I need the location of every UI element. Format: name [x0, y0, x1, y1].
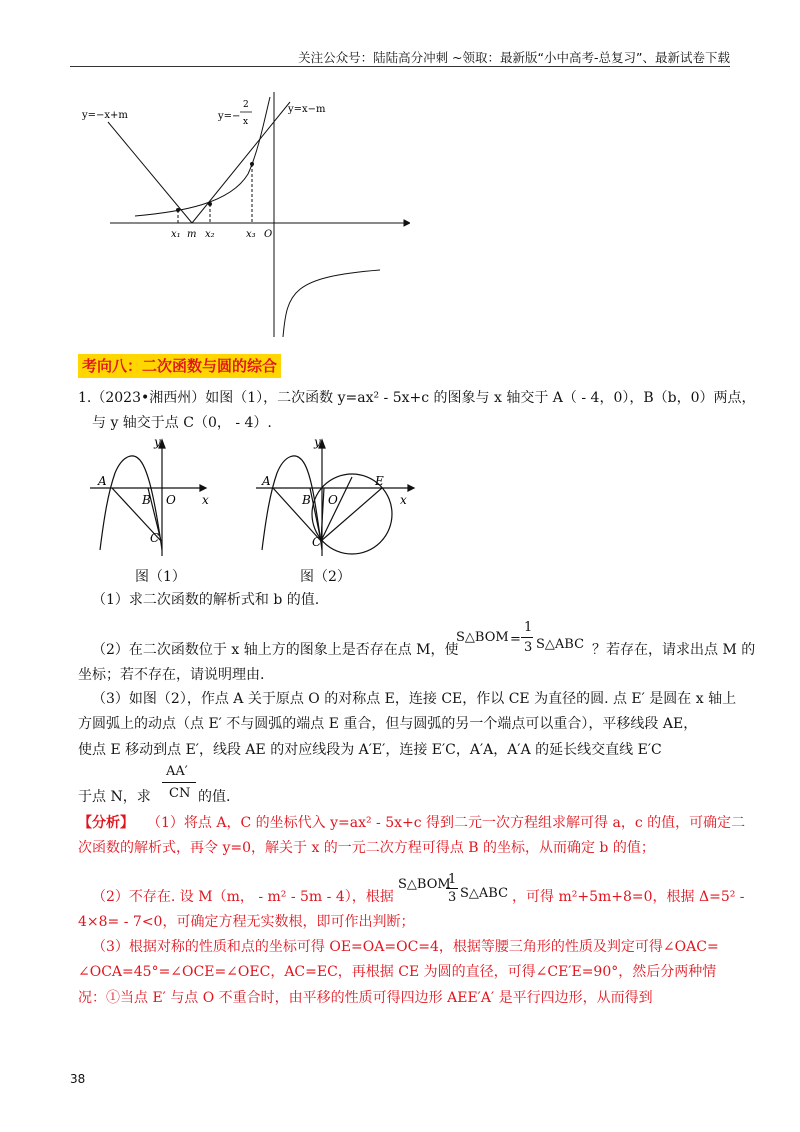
section-title: 考向八：二次函数与圆的综合 [78, 354, 281, 378]
q3-frac-num: AA′ [166, 764, 188, 779]
label-origin: O [264, 229, 273, 240]
analysis-line-6: ∠OCA=45°=∠OCE=∠OEC，AC=EC，再根据 CE 为圆的直径，可得∠CE′E=90°，然后分两种情 [78, 964, 717, 980]
problem-line-2: 与 y 轴交于点 C（0， - 4）. [92, 415, 272, 431]
question-3-line-4-suffix: 的值. [198, 789, 231, 805]
analysis-tag: 【分析】 [78, 815, 134, 831]
fig1-label-a: A [98, 474, 107, 488]
fig2-label-e: E [375, 474, 384, 488]
q2-formula-num: 1 [524, 620, 533, 635]
analysis-line-2: 次函数的解析式，再令 y=0，解关于 x 的一元二次方程可得点 B 的坐标，从而确定 b 的值； [78, 840, 655, 856]
fig1-label-x: x [202, 493, 209, 507]
fig2-label-c: C [312, 535, 322, 549]
fig1-label-b: B [142, 493, 151, 507]
fig1-label-c: C [150, 531, 160, 545]
question-1: （1）求二次函数的解析式和 b 的值. [92, 592, 320, 608]
fig1-label-y: y [154, 438, 161, 449]
q2-fraction-bar [521, 637, 533, 638]
q2-formula-den: 3 [524, 640, 533, 655]
analysis-formula-rhs: S△ABC [460, 886, 509, 901]
q2-formula-eq: = [510, 632, 521, 647]
analysis-line-4: 4×8= - 7<0，可确定方程无实数根，即可作出判断； [78, 914, 415, 930]
question-2-part-c: 坐标；若不存在，请说明理由. [78, 667, 265, 683]
analysis-line-7: 况：①当点 E′ 与点 O 不重合时，由平移的性质可得四边形 AEE′A′ 是平行四边形，从而得到 [78, 990, 653, 1006]
page-number: 38 [70, 1072, 86, 1086]
page-header: 关注公众号：陆陆高分冲刺 ~领取：最新版“小中高考-总复习”、最新试卷下载 [298, 50, 730, 65]
fig2-label-y: y [314, 438, 321, 449]
fig2-label-o: O [328, 493, 338, 507]
label-hyp-num: 2 [243, 100, 249, 110]
line-neg [108, 122, 192, 223]
analysis-formula-lhs: S△BOM [398, 877, 451, 892]
hyperbola-left [135, 97, 270, 216]
analysis-formula-num: 1 [448, 872, 457, 887]
fig2-label-x: x [400, 493, 407, 507]
question-3-line-4-prefix: 于点 N，求 [78, 789, 151, 805]
q2-formula-lhs: S△BOM [456, 630, 509, 645]
header-rule [70, 66, 730, 67]
label-m: m [187, 229, 197, 240]
label-hyp-den: x [243, 117, 249, 127]
question-2-part-b: ？若存在，请求出点 M 的 [592, 642, 756, 658]
analysis-line-5: （3）根据对称的性质和点的坐标可得 OE=OA=OC=4，根据等腰三角形的性质及判定可得∠OAC= [92, 939, 719, 955]
analysis-fraction-bar [446, 888, 458, 889]
analysis-formula-den: 3 [448, 890, 457, 905]
hyperbola-right [283, 270, 380, 337]
analysis-line-3-prefix: （2）不存在. 设 M（m， - m² - 5m - 4），根据 [92, 889, 394, 905]
figure-1-caption: 图（1） [135, 569, 186, 585]
q3-frac-den: CN [169, 786, 191, 801]
label-x2: x₂ [205, 229, 215, 240]
label-x3: x₃ [246, 229, 256, 240]
q2-formula-rhs: S△ABC [536, 637, 585, 652]
analysis-line-3-suffix: ，可得 m²+5m+8=0，根据 Δ=5² - [512, 889, 745, 905]
question-3-line-3: 使点 E 移动到点 E′，线段 AE 的对应线段为 A′E′，连接 E′C，A′A，A′A 的延长线交直线 E′C [78, 742, 662, 758]
analysis-line-1: （1）将点 A，C 的坐标代入 y=ax² - 5x+c 得到二元一次方程组求解可得 a，c 的值，可确定二 [147, 815, 746, 831]
question-3-line-1: （3）如图（2），作点 A 关于原点 O 的对称点 E，连接 CE，作以 CE 为直径的圆. 点 E′ 是圆在 x 轴上 [92, 691, 737, 707]
problem-figures [90, 438, 420, 556]
fig2-label-a: A [262, 474, 271, 488]
label-hyp-prefix: y=− [218, 111, 241, 122]
problem-line-1: 1.（2023•湘西州）如图（1），二次函数 y=ax² - 5x+c 的图象与 x 轴交于 A（ - 4，0），B（b，0）两点， [78, 390, 756, 406]
fig2-label-b: B [302, 493, 311, 507]
question-2-part-a: （2）在二次函数位于 x 轴上方的图象上是否存在点 M，使 [92, 642, 459, 658]
question-3-line-2: 方圆弧上的动点（点 E′ 不与圆弧的端点 E 重合，但与圆弧的另一个端点可以重合），平移线段 AE， [78, 716, 698, 732]
top-function-graph [80, 92, 410, 342]
label-line-neg: y=−x+m [82, 110, 128, 121]
line-pos [192, 102, 290, 223]
q3-fraction-bar [162, 782, 196, 783]
fig1-label-o: O [166, 493, 176, 507]
figure-2-caption: 图（2） [300, 569, 351, 585]
label-x1: x₁ [171, 229, 181, 240]
label-line-pos: y=x−m [288, 104, 326, 115]
